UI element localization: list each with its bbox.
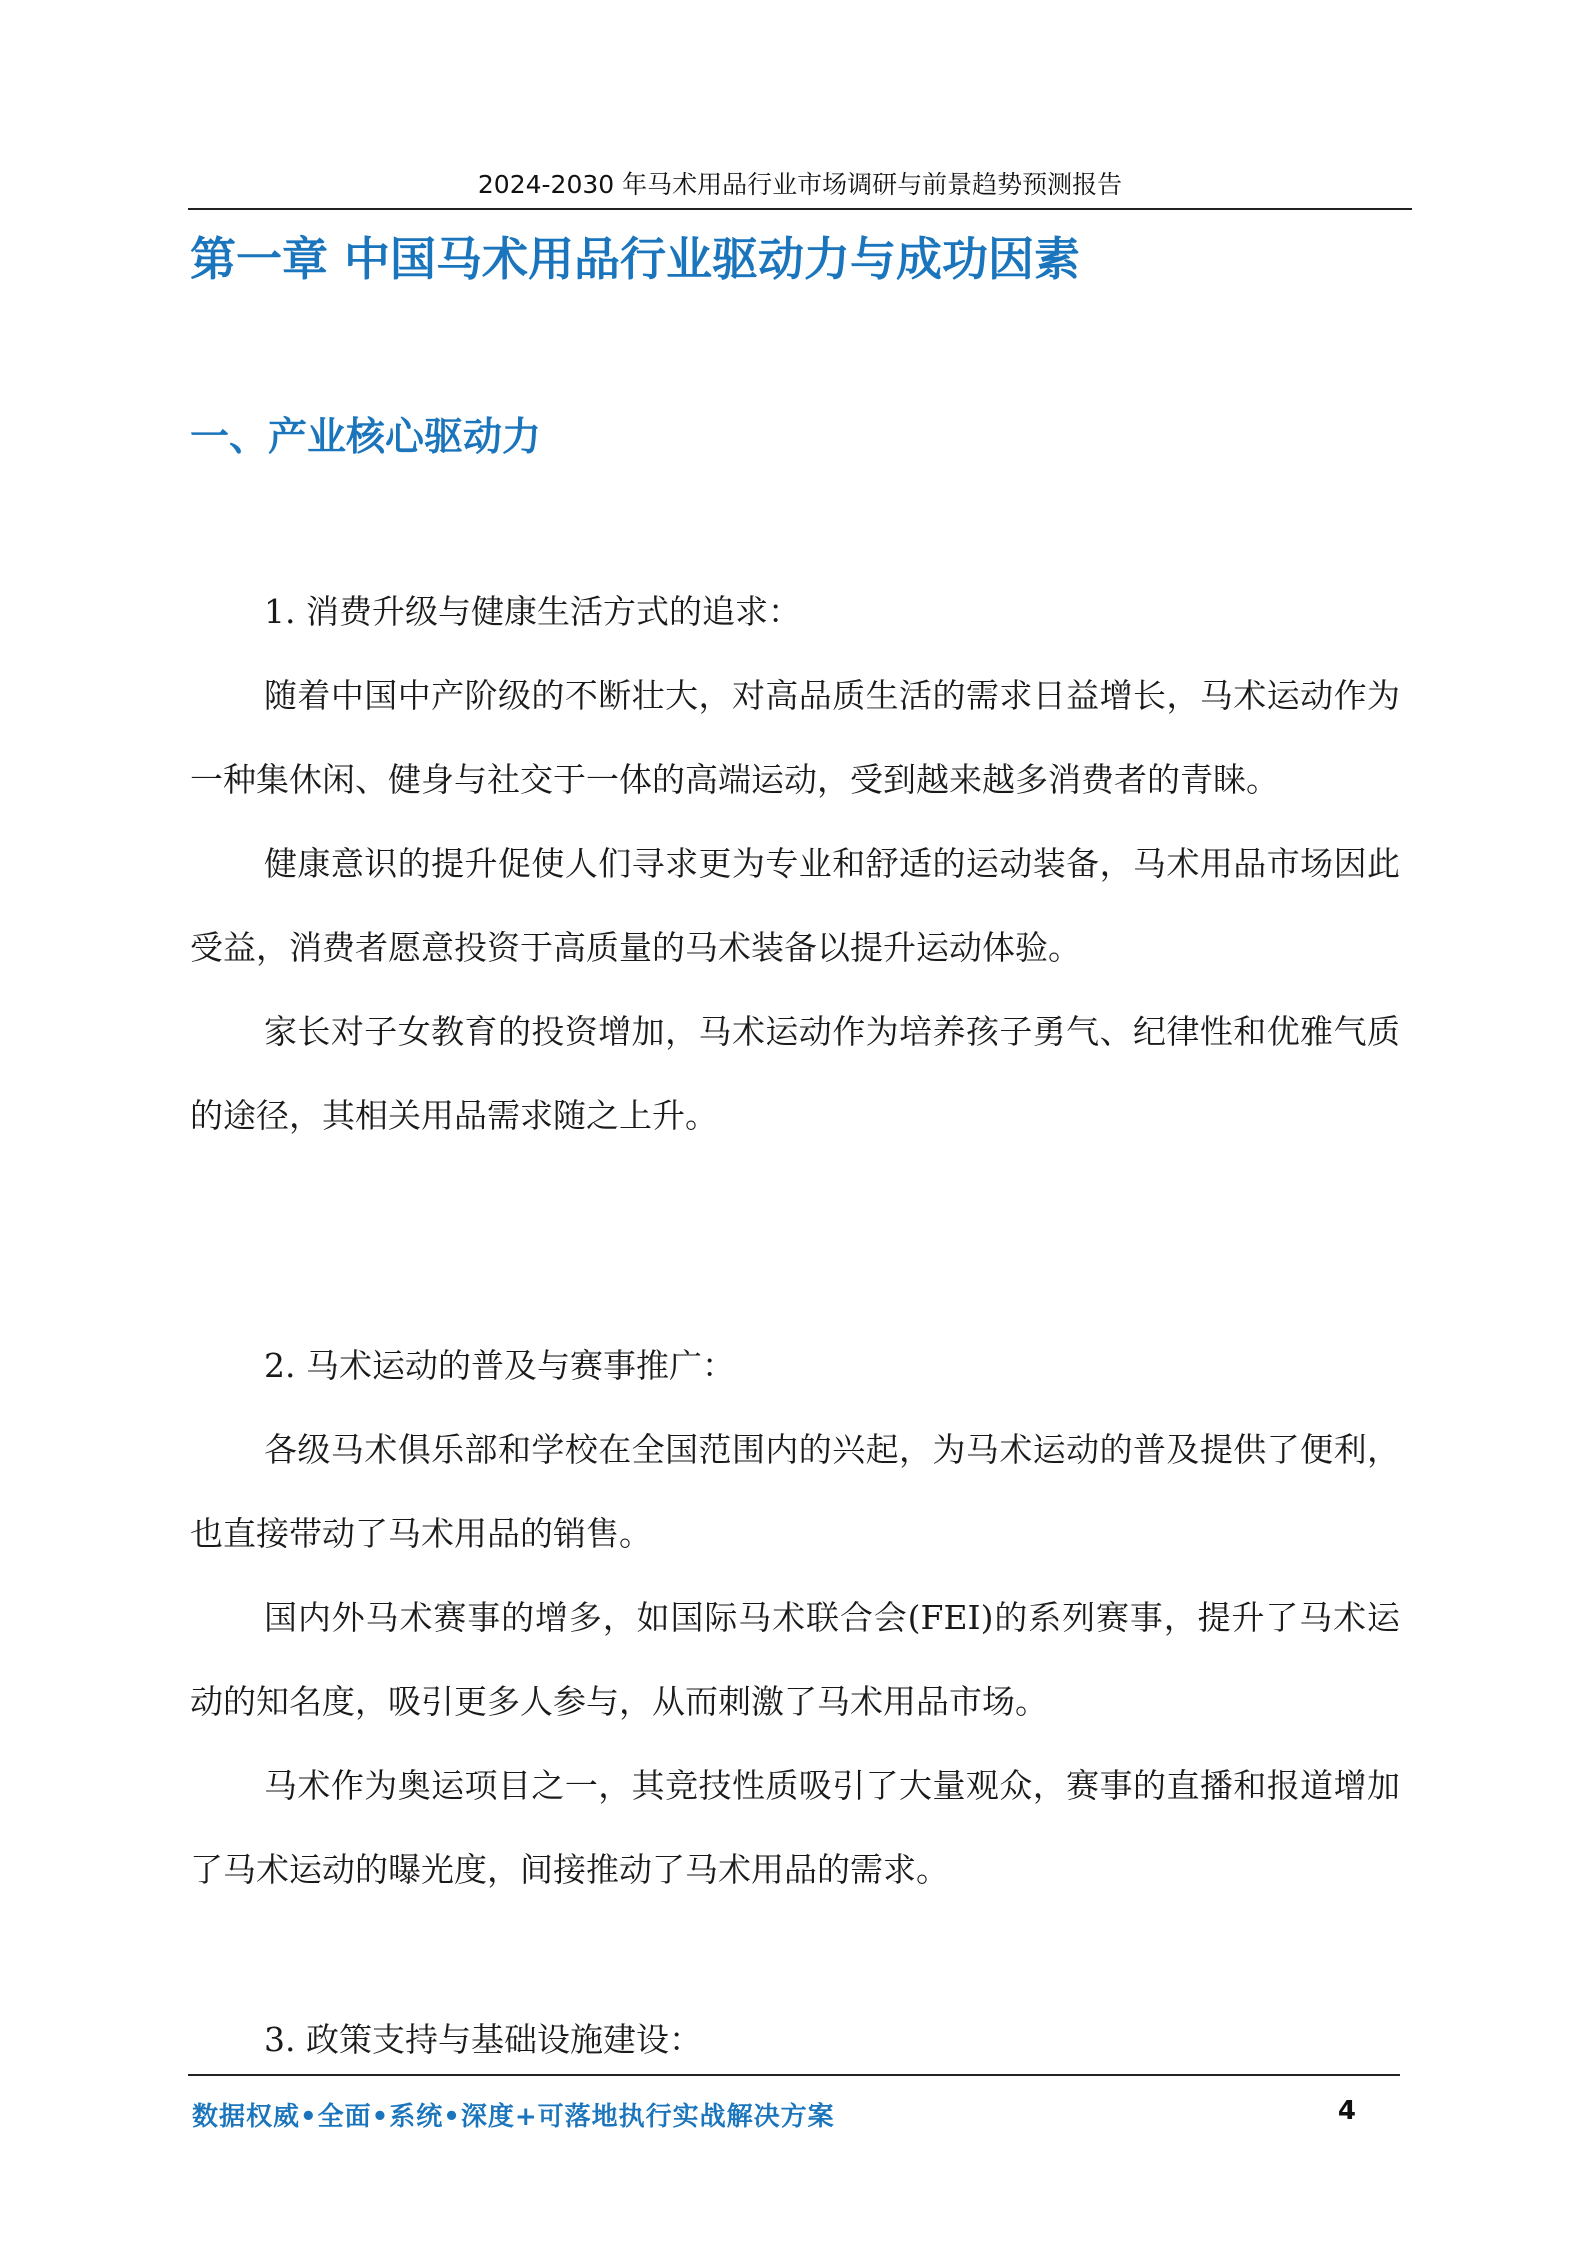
item-3 — [190, 1998, 1400, 2082]
paragraph: 各级马术俱乐部和学校在全国范围内的兴起，为马术运动的普及提供了便利，也直接带动了马术用品的销售。 — [190, 1430, 1400, 1553]
page-footer — [188, 2074, 1400, 2132]
section-title: 一、产业核心驱动力 — [190, 415, 542, 460]
chapter-title: 第一章 中国马术用品行业驱动力与成功因素 — [190, 232, 1081, 286]
item-heading: 2. 马术运动的普及与赛事推广： — [264, 1346, 735, 1385]
paragraph: 随着中国中产阶级的不断壮大，对高品质生活的需求日益增长，马术运动作为一种集休闲、健身与社交于一体的高端运动，受到越来越多消费者的青睐。 — [190, 676, 1400, 799]
item-heading: 3. 政策支持与基础设施建设： — [264, 2020, 702, 2059]
paragraph: 健康意识的提升促使人们寻求更为专业和舒适的运动装备，马术用品市场因此受益，消费者愿意投资于高质量的马术装备以提升运动体验。 — [190, 844, 1400, 967]
page-number: 4 — [1337, 2096, 1356, 2126]
footer-slogan: 数据权威•全面•系统•深度+可落地执行实战解决方案 — [192, 2102, 835, 2132]
paragraph: 国内外马术赛事的增多，如国际马术联合会(FEI)的系列赛事，提升了马术运动的知名度，吸引更多人参与，从而刺激了马术用品市场。 — [190, 1598, 1400, 1721]
paragraph: 马术作为奥运项目之一，其竞技性质吸引了大量观众，赛事的直播和报道增加了马术运动的曝光度，间接推动了马术用品的需求。 — [190, 1766, 1400, 1889]
item-heading: 1. 消费升级与健康生活方式的追求： — [264, 592, 801, 631]
paragraph: 家长对子女教育的投资增加，马术运动作为培养孩子勇气、纪律性和优雅气质的途径，其相关用品需求随之上升。 — [190, 1012, 1400, 1135]
page-header: 2024-2030 年马术用品行业市场调研与前景趋势预测报告 — [188, 162, 1412, 210]
item-1 — [190, 570, 1400, 1158]
item-2 — [190, 1324, 1400, 1912]
